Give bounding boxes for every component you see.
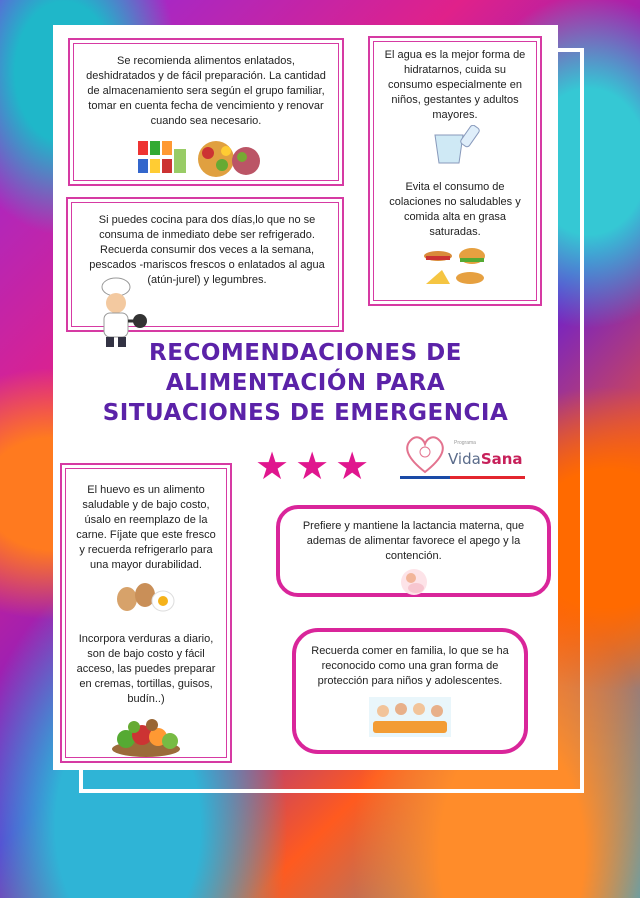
vidasana-logo <box>400 432 525 480</box>
fast-food-icon <box>420 244 490 291</box>
title-line-1: RECOMENDACIONES DE <box>149 340 462 366</box>
title-line-2: ALIMENTACIÓN PARA <box>165 370 446 396</box>
logo-pre: Programa <box>454 440 476 446</box>
cook-card <box>66 197 344 332</box>
canned-food-icon <box>136 135 276 188</box>
canned-food-text: Se recomienda alimentos enlatados, deshidratados y de fácil preparación. La cantidad de almacenamiento sera según el grupo familiar, tomar en cuenta fecha de vencimiento y renovar cuando sea necesario. <box>86 55 326 127</box>
vegetables-icon <box>106 713 186 764</box>
egg-card <box>60 463 232 763</box>
cook-text: Si puedes cocina para dos días,lo que no se consuma de inmediato debe ser refrigerado. Recuerda consumir dos veces a la semana, pescados -mariscos frescos o enlatados al agua (atún-jurel) y legumbres. <box>89 214 325 286</box>
logo-text <box>448 450 523 468</box>
mother-baby-icon <box>394 568 434 603</box>
flag-bar <box>400 476 525 479</box>
water-card <box>368 36 542 306</box>
page-title <box>53 338 558 428</box>
star-icon: ★★★ <box>255 446 376 488</box>
breastfeeding-card <box>276 505 551 597</box>
logo-name-b: Sana <box>480 450 523 468</box>
egg-text: El huevo es un alimento saludable y de bajo costo, úsalo en reemplazo de la carne. Fíjate que este fresco y recuerda refrigerarlo para una mayor durabilidad. <box>76 484 216 571</box>
family-meal-icon <box>369 697 451 742</box>
water-glass-icon <box>425 125 485 170</box>
logo-name-a: Vida <box>448 450 481 468</box>
title-line-3: SITUACIONES DE EMERGENCIA <box>102 400 509 426</box>
family-card <box>292 628 528 754</box>
heart-logo-icon <box>402 432 448 481</box>
canned-food-card <box>68 38 344 186</box>
veggies-text: Incorpora verduras a diario, son de bajo costo y fácil acceso, las puedes preparar en cremas, tortillas, guisos, budín..) <box>76 633 216 705</box>
water-text: El agua es la mejor forma de hidratarnos, cuida su consumo especialmente en niños, gestantes y adultos mayores. <box>384 49 526 121</box>
snacks-text: Evita el consumo de colaciones no saludables y comida alta en grasa saturadas. <box>389 181 521 238</box>
breastfeeding-text: Prefiere y mantiene la lactancia materna, que ademas de alimentar favorece el apego y la contención. <box>302 520 525 562</box>
family-text: Recuerda comer en familia, lo que se ha reconocido como una gran forma de protección para niños y adolescentes. <box>311 645 509 687</box>
eggs-icon <box>111 581 181 618</box>
